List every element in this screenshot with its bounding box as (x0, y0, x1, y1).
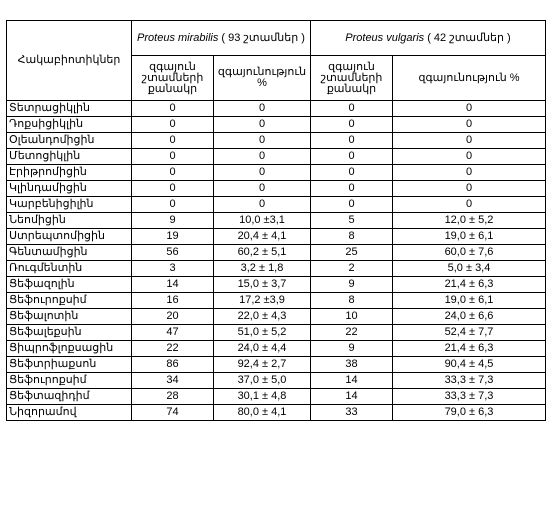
antibiotic-name: Նեոմիցին (7, 213, 132, 229)
antibiotic-name: Մետոցիկլին (7, 149, 132, 165)
mirabilis-percent: 0 (214, 117, 311, 133)
vulgaris-count: 0 (311, 133, 393, 149)
vulgaris-count: 14 (311, 389, 393, 405)
antibiotic-name: Նիզորամով (7, 405, 132, 421)
vulgaris-percent: 0 (393, 165, 546, 181)
header-antibiotics: Հակաբիոտիկներ (7, 21, 132, 101)
antibiotic-name: Ցիպրոֆլոքսացին (7, 341, 132, 357)
mirabilis-count: 34 (132, 373, 214, 389)
mirabilis-count: 0 (132, 181, 214, 197)
vulgaris-percent: 33,3 ± 7,3 (393, 373, 546, 389)
mirabilis-count: 0 (132, 101, 214, 117)
vulgaris-percent: 19,0 ± 6,1 (393, 229, 546, 245)
table-row (7, 101, 546, 117)
vulgaris-percent: 0 (393, 101, 546, 117)
mirabilis-percent: 24,0 ± 4,4 (214, 341, 311, 357)
vulgaris-percent: 0 (393, 133, 546, 149)
vulgaris-count: 8 (311, 229, 393, 245)
vulgaris-percent: 12,0 ± 5,2 (393, 213, 546, 229)
antibiotic-name: Ցեֆուրոքսիմ (7, 373, 132, 389)
antibiotic-name: Օլեանդոմիցին (7, 133, 132, 149)
vulgaris-count: 33 (311, 405, 393, 421)
table-row (7, 277, 546, 293)
vulgaris-count: 38 (311, 357, 393, 373)
mirabilis-percent: 0 (214, 149, 311, 165)
table-row (7, 357, 546, 373)
table-row (7, 149, 546, 165)
header-row-groups (7, 21, 546, 56)
antibiotic-sensitivity-table (6, 20, 546, 421)
vulgaris-count: 0 (311, 117, 393, 133)
vulgaris-percent: 5,0 ± 3,4 (393, 261, 546, 277)
mirabilis-count: 20 (132, 309, 214, 325)
header-proteus-vulgaris (311, 21, 546, 56)
vulgaris-count: 25 (311, 245, 393, 261)
header-count-1: զգայուն շտամների քանակր (132, 56, 214, 101)
table-row (7, 325, 546, 341)
vulgaris-percent: 21,4 ± 6,3 (393, 277, 546, 293)
antibiotic-name: Ցեֆալոտին (7, 309, 132, 325)
mirabilis-percent: 0 (214, 101, 311, 117)
mirabilis-percent: 17,2 ±3,9 (214, 293, 311, 309)
header-vulgaris-count: ( 42 շտամներ ) (424, 31, 511, 44)
header-mirabilis-italic: Proteus mirabilis (137, 31, 219, 44)
vulgaris-percent: 0 (393, 117, 546, 133)
table-row (7, 181, 546, 197)
antibiotic-name: Տետրացիկլին (7, 101, 132, 117)
mirabilis-percent: 0 (214, 165, 311, 181)
table-row (7, 229, 546, 245)
antibiotic-name: Կլինդամիցին (7, 181, 132, 197)
vulgaris-count: 10 (311, 309, 393, 325)
vulgaris-percent: 90,4 ± 4,5 (393, 357, 546, 373)
table-row (7, 117, 546, 133)
vulgaris-percent: 60,0 ± 7,6 (393, 245, 546, 261)
table-row (7, 197, 546, 213)
antibiotic-name: Ցեֆազոլին (7, 277, 132, 293)
mirabilis-count: 86 (132, 357, 214, 373)
antibiotic-name: Դոքսիցիկլին (7, 117, 132, 133)
vulgaris-count: 0 (311, 197, 393, 213)
header-pct-1: զգայունություն % (214, 56, 311, 101)
antibiotic-name: Ցեֆալեքսին (7, 325, 132, 341)
vulgaris-percent: 52,4 ± 7,7 (393, 325, 546, 341)
mirabilis-percent: 3,2 ± 1,8 (214, 261, 311, 277)
vulgaris-percent: 21,4 ± 6,3 (393, 341, 546, 357)
table-row (7, 213, 546, 229)
vulgaris-count: 8 (311, 293, 393, 309)
table-row (7, 133, 546, 149)
mirabilis-count: 28 (132, 389, 214, 405)
mirabilis-percent: 10,0 ±3,1 (214, 213, 311, 229)
header-pct-2: զգայունություն % (393, 56, 546, 101)
mirabilis-percent: 0 (214, 133, 311, 149)
antibiotic-name: Կարբենիցիլին (7, 197, 132, 213)
antibiotic-name: Ցեֆտրիաքսոն (7, 357, 132, 373)
mirabilis-percent: 92,4 ± 2,7 (214, 357, 311, 373)
mirabilis-percent: 80,0 ± 4,1 (214, 405, 311, 421)
mirabilis-count: 9 (132, 213, 214, 229)
mirabilis-count: 47 (132, 325, 214, 341)
mirabilis-percent: 22,0 ± 4,3 (214, 309, 311, 325)
mirabilis-percent: 15,0 ± 3,7 (214, 277, 311, 293)
mirabilis-count: 0 (132, 149, 214, 165)
mirabilis-percent: 37,0 ± 5,0 (214, 373, 311, 389)
mirabilis-percent: 0 (214, 181, 311, 197)
mirabilis-count: 22 (132, 341, 214, 357)
table-row (7, 261, 546, 277)
vulgaris-count: 0 (311, 101, 393, 117)
vulgaris-count: 0 (311, 165, 393, 181)
vulgaris-count: 22 (311, 325, 393, 341)
vulgaris-percent: 0 (393, 149, 546, 165)
vulgaris-count: 0 (311, 149, 393, 165)
table-row (7, 405, 546, 421)
mirabilis-count: 0 (132, 197, 214, 213)
vulgaris-percent: 19,0 ± 6,1 (393, 293, 546, 309)
antibiotic-name: Ստրեպտոմիցին (7, 229, 132, 245)
antibiotic-name: Ռուգմենտին (7, 261, 132, 277)
header-count-2: զգայուն շտամների քանակր (311, 56, 393, 101)
table-row (7, 165, 546, 181)
mirabilis-percent: 51,0 ± 5,2 (214, 325, 311, 341)
vulgaris-percent: 0 (393, 197, 546, 213)
vulgaris-count: 2 (311, 261, 393, 277)
header-proteus-mirabilis (132, 21, 311, 56)
table-row (7, 245, 546, 261)
vulgaris-count: 9 (311, 277, 393, 293)
mirabilis-percent: 0 (214, 197, 311, 213)
mirabilis-count: 0 (132, 165, 214, 181)
mirabilis-count: 19 (132, 229, 214, 245)
vulgaris-count: 0 (311, 181, 393, 197)
antibiotic-name: Էրիթրոմիցին (7, 165, 132, 181)
vulgaris-percent: 24,0 ± 6,6 (393, 309, 546, 325)
vulgaris-count: 14 (311, 373, 393, 389)
mirabilis-count: 16 (132, 293, 214, 309)
table-row (7, 341, 546, 357)
vulgaris-count: 9 (311, 341, 393, 357)
vulgaris-percent: 79,0 ± 6,3 (393, 405, 546, 421)
table-row (7, 293, 546, 309)
antibiotic-name: Ցեֆտազիդիմ (7, 389, 132, 405)
vulgaris-percent: 33,3 ± 7,3 (393, 389, 546, 405)
mirabilis-count: 56 (132, 245, 214, 261)
mirabilis-count: 0 (132, 117, 214, 133)
header-mirabilis-count: ( 93 շտամներ ) (218, 31, 305, 44)
mirabilis-percent: 60,2 ± 5,1 (214, 245, 311, 261)
mirabilis-count: 14 (132, 277, 214, 293)
antibiotic-name: Գենտամիցին (7, 245, 132, 261)
mirabilis-count: 3 (132, 261, 214, 277)
header-vulgaris-italic: Proteus vulgaris (345, 31, 425, 44)
mirabilis-count: 0 (132, 133, 214, 149)
vulgaris-count: 5 (311, 213, 393, 229)
mirabilis-percent: 30,1 ± 4,8 (214, 389, 311, 405)
mirabilis-count: 74 (132, 405, 214, 421)
mirabilis-percent: 20,4 ± 4,1 (214, 229, 311, 245)
table-row (7, 389, 546, 405)
table-row (7, 373, 546, 389)
vulgaris-percent: 0 (393, 181, 546, 197)
table-row (7, 309, 546, 325)
antibiotic-name: Ցեֆուրոքսիմ (7, 293, 132, 309)
